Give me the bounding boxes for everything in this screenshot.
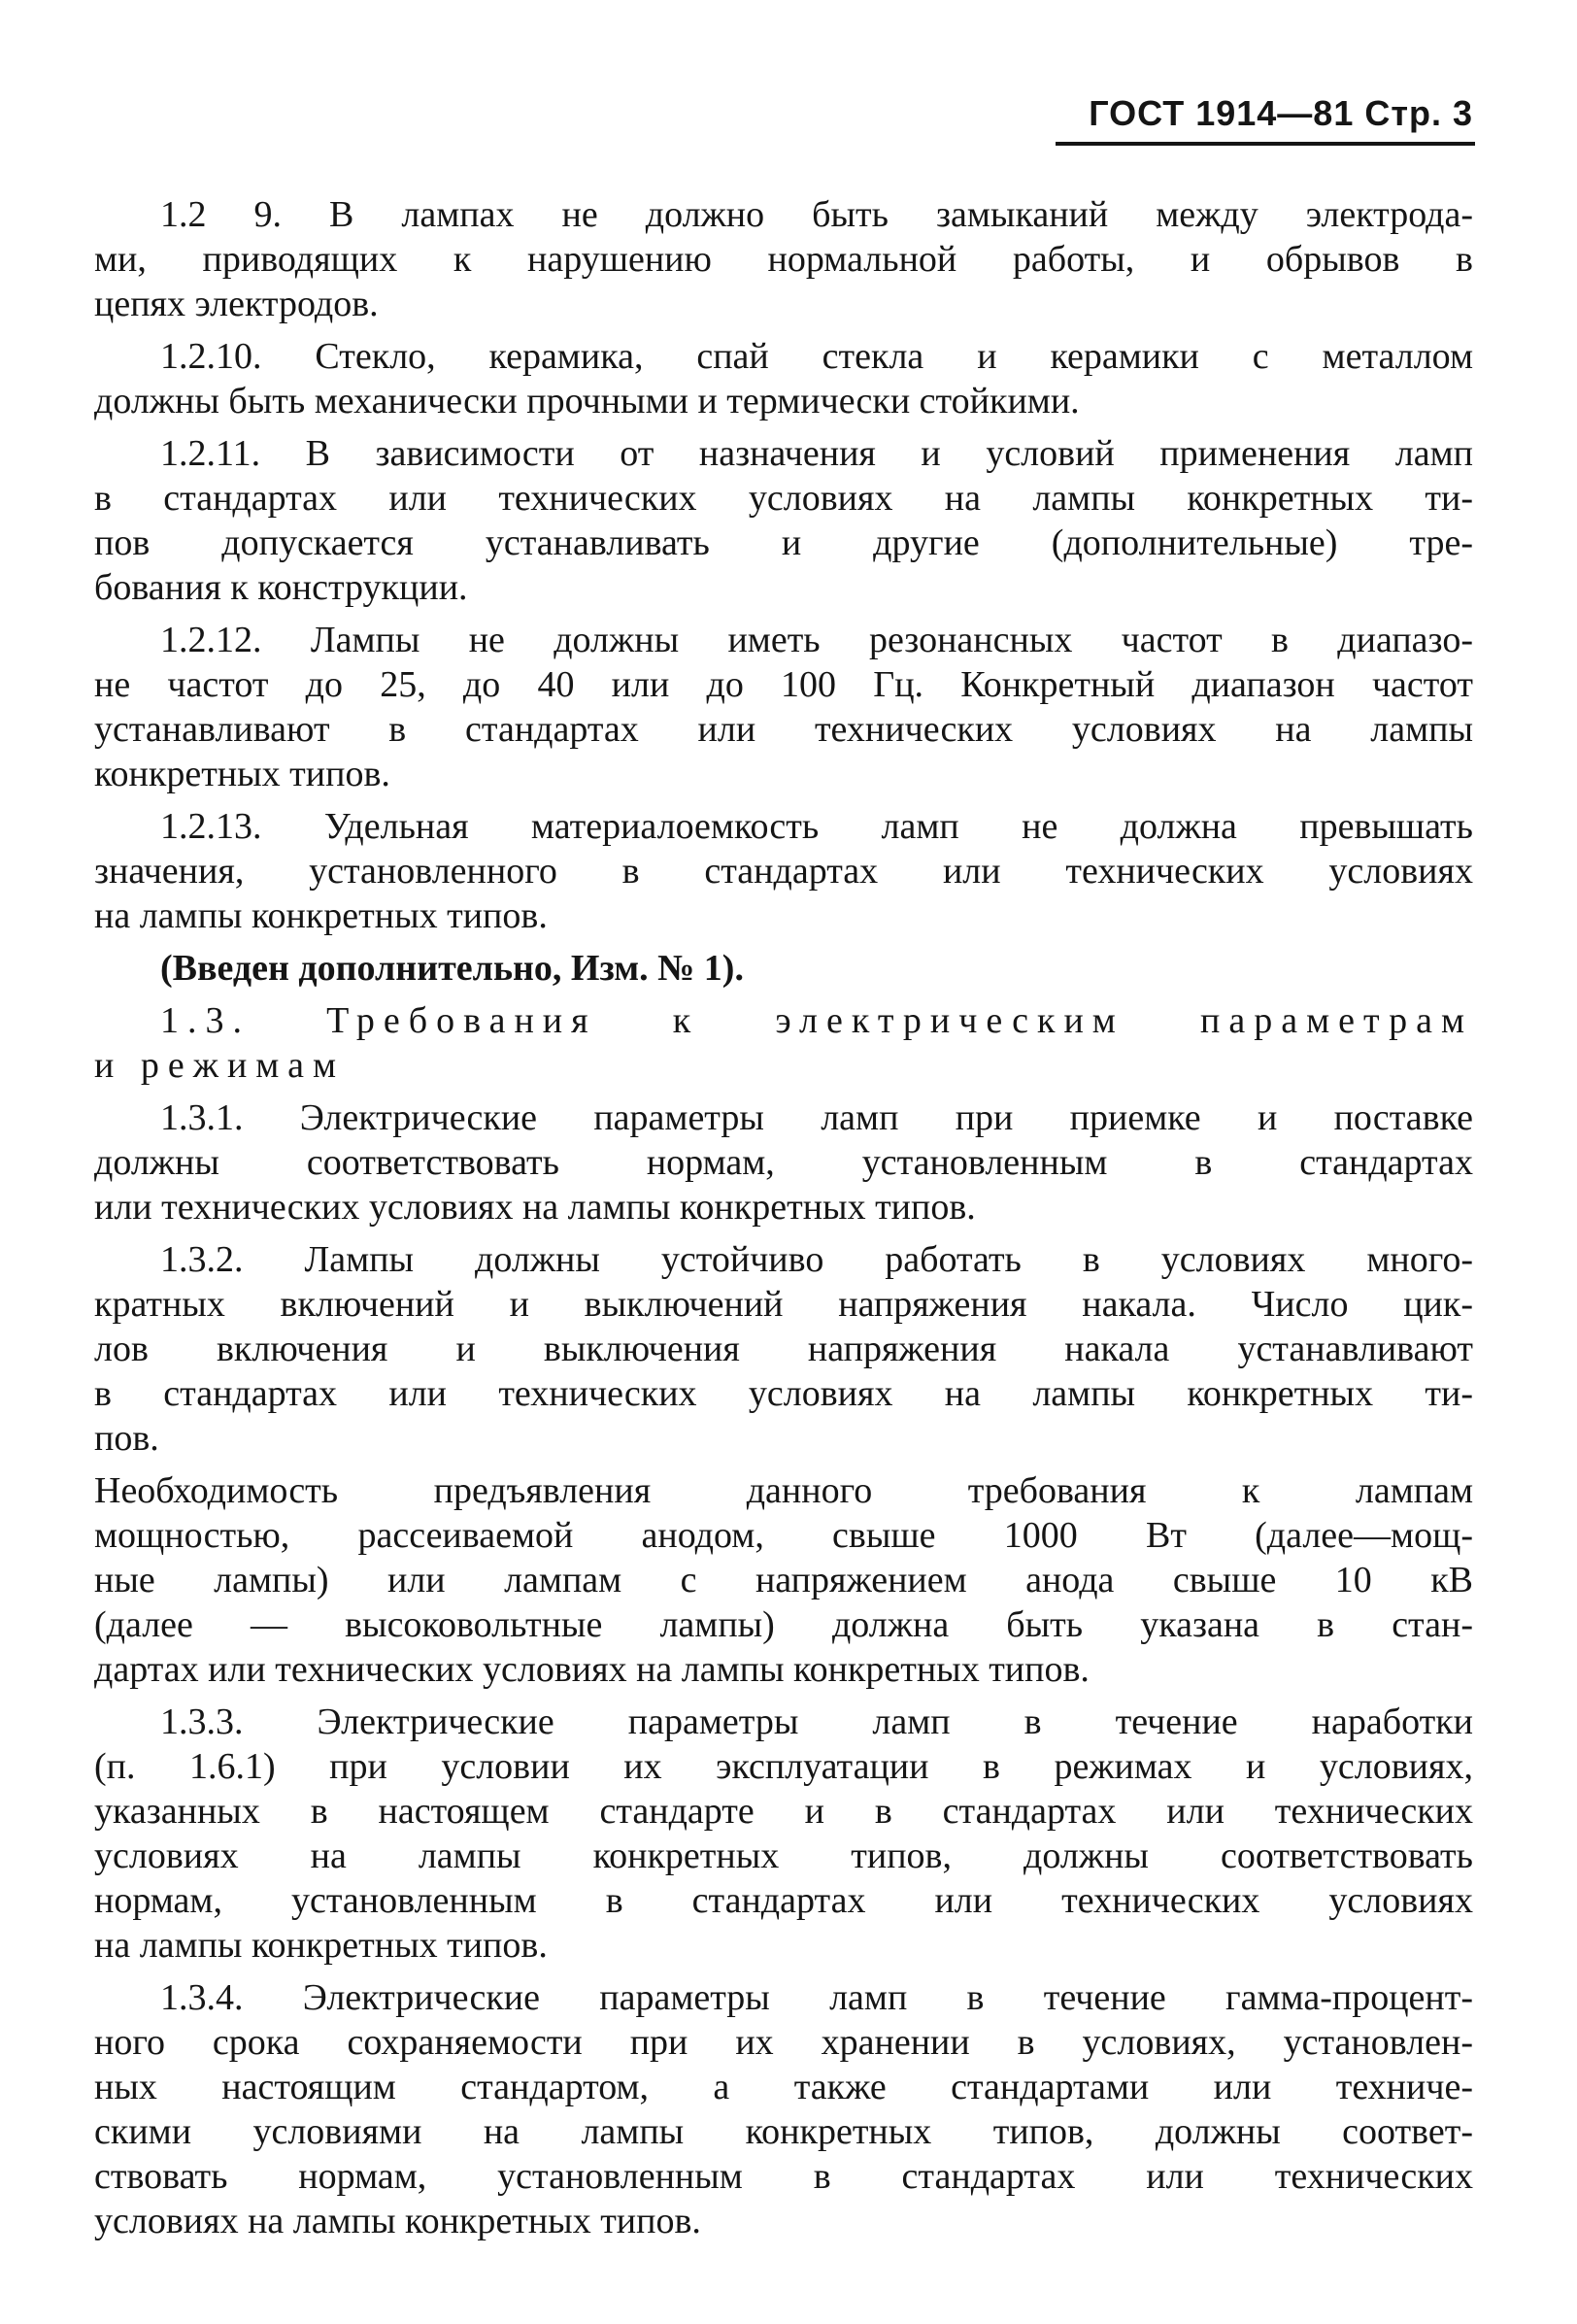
text-line: указанных в настоящем стандарте и в стандартах или технических bbox=[94, 1791, 1473, 1832]
text-line: пов. bbox=[94, 1418, 159, 1459]
text-line: (далее — высоковольтные лампы) должна быть указана в стан- bbox=[94, 1604, 1473, 1645]
text-line: на лампы конкретных типов. bbox=[94, 895, 548, 936]
text-line: ных настоящим стандартом, а также стандартами или техниче- bbox=[94, 2067, 1473, 2107]
text-line: 1.3.1. Электрические параметры ламп при приемке и поставке bbox=[160, 1097, 1473, 1138]
paragraph-1-2-11 bbox=[94, 431, 1473, 610]
text-line: 1.3.4. Электрические параметры ламп в течение гамма-процент- bbox=[160, 1977, 1473, 2018]
paragraph-1-2-9 bbox=[94, 192, 1473, 326]
text-line: 1.3.3. Электрические параметры ламп в течение наработки bbox=[160, 1701, 1473, 1742]
text-line: или технических условиях на лампы конкретных типов. bbox=[94, 1187, 976, 1228]
section-heading-1-3 bbox=[94, 998, 1473, 1088]
text-line: устанавливают в стандартах или технических условиях на лампы bbox=[94, 709, 1473, 750]
text-line: ные лампы) или лампам с напряжением анода свыше 10 кВ bbox=[94, 1560, 1473, 1600]
text-line: Необходимость предъявления данного требования к лампам bbox=[94, 1470, 1473, 1511]
text-line: 1.2.10. Стекло, керамика, спай стекла и керамики с металлом bbox=[160, 336, 1473, 377]
text-line: ми, приводящих к нарушению нормальной работы, и обрывов в bbox=[94, 239, 1473, 280]
text-line: скими условиями на лампы конкретных типов, должны соответ- bbox=[94, 2111, 1473, 2152]
text-line: пов допускается устанавливать и другие (дополнительные) тре- bbox=[94, 522, 1473, 563]
text-line: 1.2.11. В зависимости от назначения и условий применения ламп bbox=[160, 433, 1473, 474]
section-heading-line: 1.3. Требования к электрическим параметрам bbox=[160, 1000, 1473, 1041]
paragraph-1-3-4 bbox=[94, 1975, 1473, 2243]
text-line: в стандартах или технических условиях на лампы конкретных ти- bbox=[94, 478, 1473, 519]
document-page bbox=[94, 84, 1473, 2251]
text-line: ного срока сохраняемости при их хранении в условиях, установлен- bbox=[94, 2022, 1473, 2063]
page-header bbox=[94, 84, 1473, 146]
paragraph-1-3-2 bbox=[94, 1237, 1473, 1461]
paragraph-1-2-12 bbox=[94, 618, 1473, 796]
paragraph-1-3-1 bbox=[94, 1095, 1473, 1229]
header-standard-number: ГОСТ 1914—81 Стр. 3 bbox=[1089, 93, 1473, 133]
paragraph-1-3-3 bbox=[94, 1700, 1473, 1968]
text-line: конкретных типов. bbox=[94, 754, 390, 794]
paragraph-1-2-13 bbox=[94, 804, 1473, 938]
paragraph-1-3-2-continued bbox=[94, 1468, 1473, 1692]
text-line: цепях электродов. bbox=[94, 284, 379, 324]
amendment-note: (Введен дополнительно, Изм. № 1). bbox=[160, 948, 744, 989]
text-line: (п. 1.6.1) при условии их эксплуатации в режимах и условиях, bbox=[94, 1746, 1473, 1787]
text-line: кратных включений и выключений напряжения накала. Число цик- bbox=[94, 1284, 1473, 1325]
text-line: условиях на лампы конкретных типов, должны соответствовать bbox=[94, 1836, 1473, 1876]
text-line: 1.3.2. Лампы должны устойчиво работать в условиях много- bbox=[160, 1239, 1473, 1280]
text-line: условиях на лампы конкретных типов. bbox=[94, 2201, 701, 2241]
text-line: значения, установленного в стандартах или технических условиях bbox=[94, 851, 1473, 892]
text-line: не частот до 25, до 40 или до 100 Гц. Конкретный диапазон частот bbox=[94, 664, 1473, 705]
section-heading-line: и режимам bbox=[94, 1045, 345, 1086]
paragraph-1-2-10 bbox=[94, 334, 1473, 423]
text-line: в стандартах или технических условиях на лампы конкретных ти- bbox=[94, 1373, 1473, 1414]
text-line: мощностью, рассеиваемой анодом, свыше 1000 Вт (далее—мощ- bbox=[94, 1515, 1473, 1556]
text-line: 1.2.12. Лампы не должны иметь резонансных частот в диапазо- bbox=[160, 620, 1473, 660]
text-line: должны соответствовать нормам, установленным в стандартах bbox=[94, 1142, 1473, 1183]
text-line: нормам, установленным в стандартах или технических условиях bbox=[94, 1880, 1473, 1921]
text-line: бования к конструкции. bbox=[94, 567, 468, 608]
text-line: на лампы конкретных типов. bbox=[94, 1925, 548, 1966]
text-line: лов включения и выключения напряжения накала устанавливают bbox=[94, 1329, 1473, 1369]
text-line: 1.2.13. Удельная материалоемкость ламп не должна превышать bbox=[160, 806, 1473, 847]
text-line: должны быть механически прочными и термически стойкими. bbox=[94, 381, 1080, 421]
text-line: ствовать нормам, установленным в стандартах или технических bbox=[94, 2156, 1473, 2197]
text-line: дартах или технических условиях на лампы конкретных типов. bbox=[94, 1649, 1090, 1690]
text-line: 1.2 9. В лампах не должно быть замыканий между электрода- bbox=[160, 194, 1473, 235]
document-body bbox=[94, 192, 1473, 2243]
header-rule bbox=[1056, 142, 1475, 146]
